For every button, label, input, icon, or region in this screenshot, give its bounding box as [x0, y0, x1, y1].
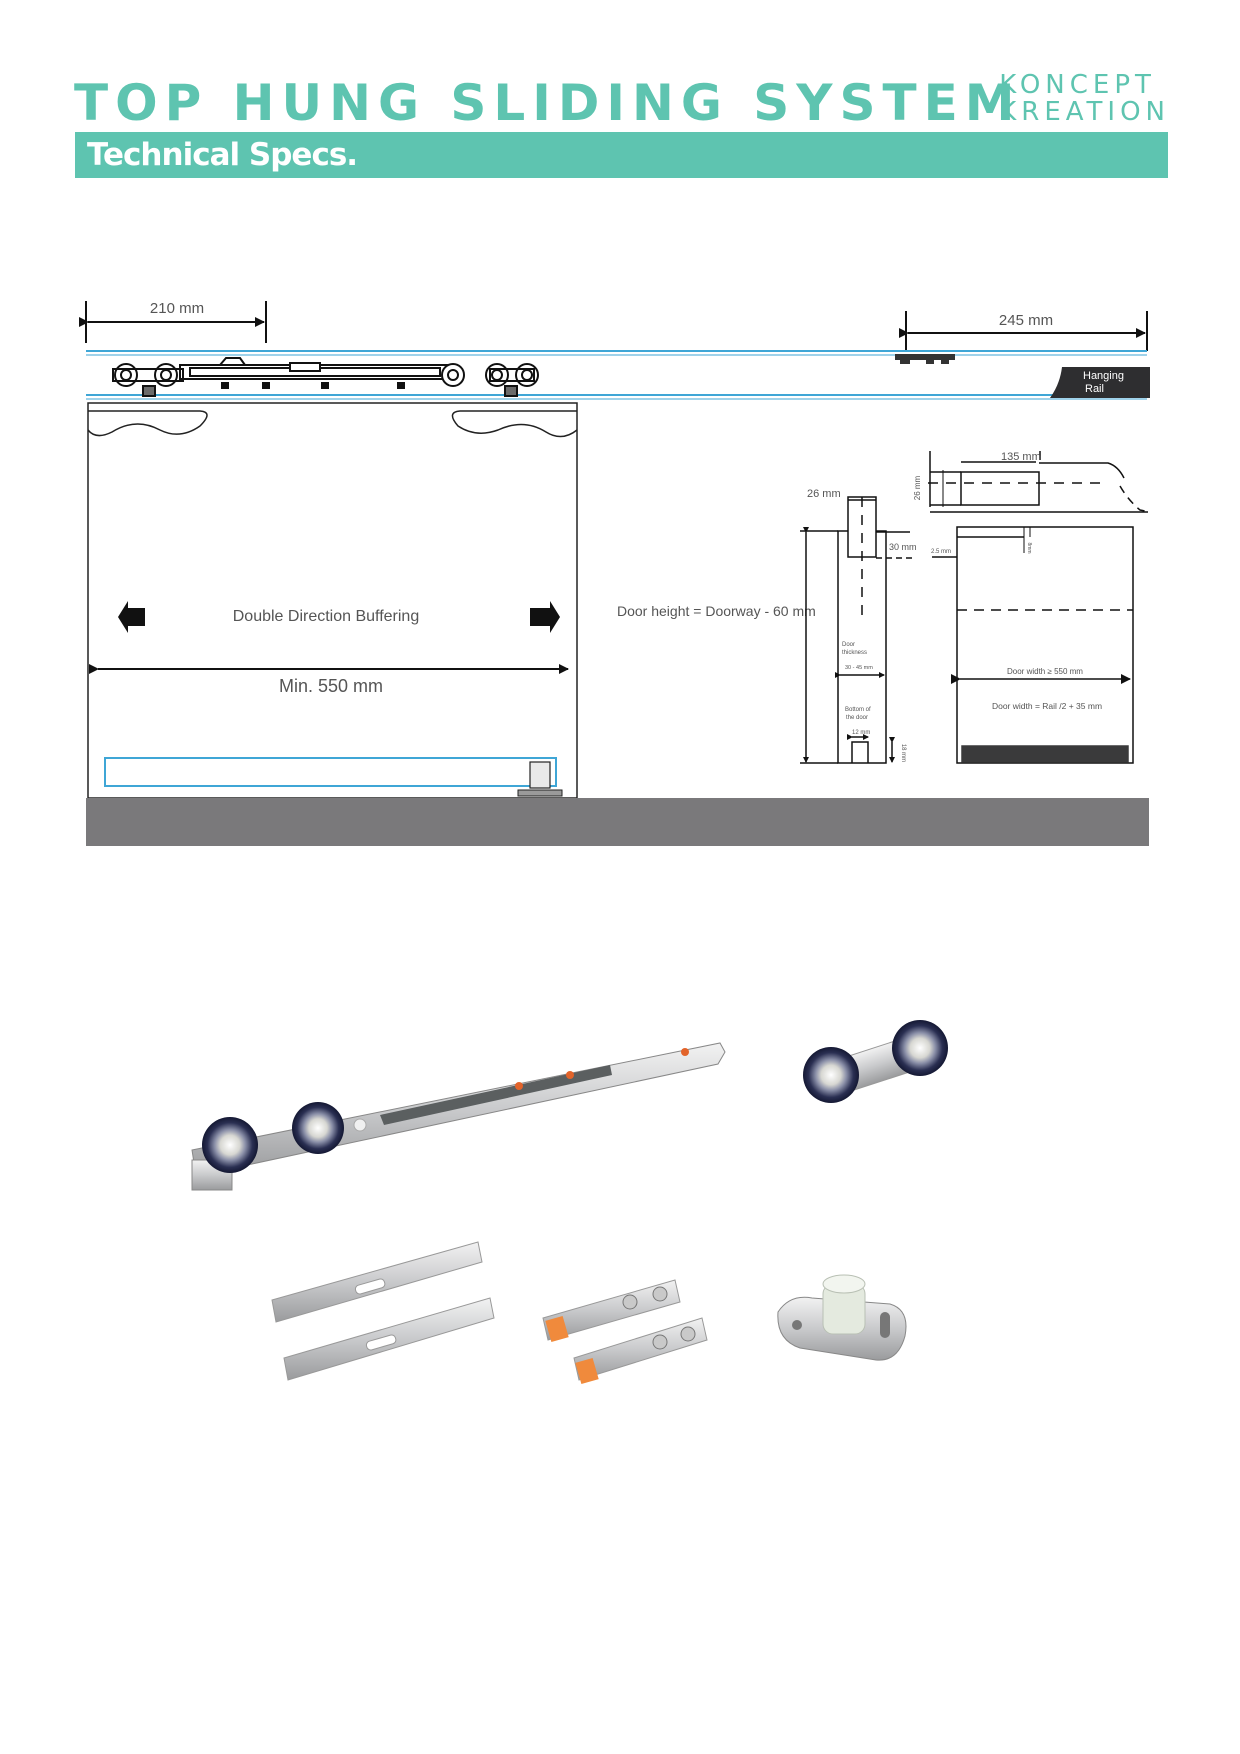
product-double-wheel	[803, 1020, 948, 1103]
floor-guide	[105, 758, 562, 796]
dim-26-vert-label: 26 mm	[913, 475, 922, 501]
door-width-min-label: Door width ≥ 550 mm	[1007, 667, 1083, 676]
trolley-assembly	[113, 358, 538, 396]
min-width-dimension	[98, 669, 568, 696]
dim-25-label: 2.5 mm	[931, 549, 952, 555]
dim-8-label: 8mm	[1026, 542, 1032, 554]
rail-label-1: Hanging	[1083, 370, 1124, 382]
door-section-view	[800, 497, 916, 763]
door-front-detail	[928, 451, 1150, 763]
dim-30-label: 30 mm	[889, 542, 917, 552]
product-floor-guide	[778, 1275, 906, 1360]
product-trolley-rail	[192, 1043, 725, 1190]
dimension-210	[86, 300, 266, 343]
floor-bar	[86, 798, 1149, 846]
dim-210-label: 210 mm	[149, 300, 205, 317]
bottom-label-1: Bottom of	[845, 707, 871, 713]
door-thickness-2: thickness	[842, 650, 868, 656]
door-thickness-1: Door	[842, 642, 856, 648]
door-height-label: Door height = Doorway - 60 mm	[617, 603, 816, 619]
page-title: TOP HUNG SLIDING SYSTEM	[74, 74, 1022, 132]
dim-245-label: 245 mm	[998, 312, 1054, 329]
door-panel	[88, 403, 577, 798]
brand-line-1: KONCEPT	[999, 70, 1156, 100]
dimension-245	[906, 311, 1147, 351]
bottom-label-2: the door	[846, 715, 869, 721]
section-title: Technical Specs.	[87, 137, 358, 173]
dim-12-label: 12 mm	[852, 730, 871, 736]
rail-label-2: Rail	[1085, 383, 1104, 395]
dim-26-label: 26 mm	[807, 488, 841, 500]
thickness-range: 30 - 45 mm	[845, 665, 873, 671]
buffering-label: Double Direction Buffering	[232, 608, 420, 625]
dim-135-label: 135 mm	[1001, 451, 1041, 463]
product-mounting-brackets	[272, 1242, 494, 1380]
buffering-arrows	[118, 601, 560, 633]
brand-line-2: KREATION	[999, 97, 1170, 127]
door-width-formula-label: Door width = Rail /2 + 35 mm	[991, 701, 1103, 711]
dim-18-label: 18 mm	[900, 743, 906, 763]
min-width-label: Min. 550 mm	[278, 676, 384, 696]
product-clips	[543, 1280, 707, 1384]
